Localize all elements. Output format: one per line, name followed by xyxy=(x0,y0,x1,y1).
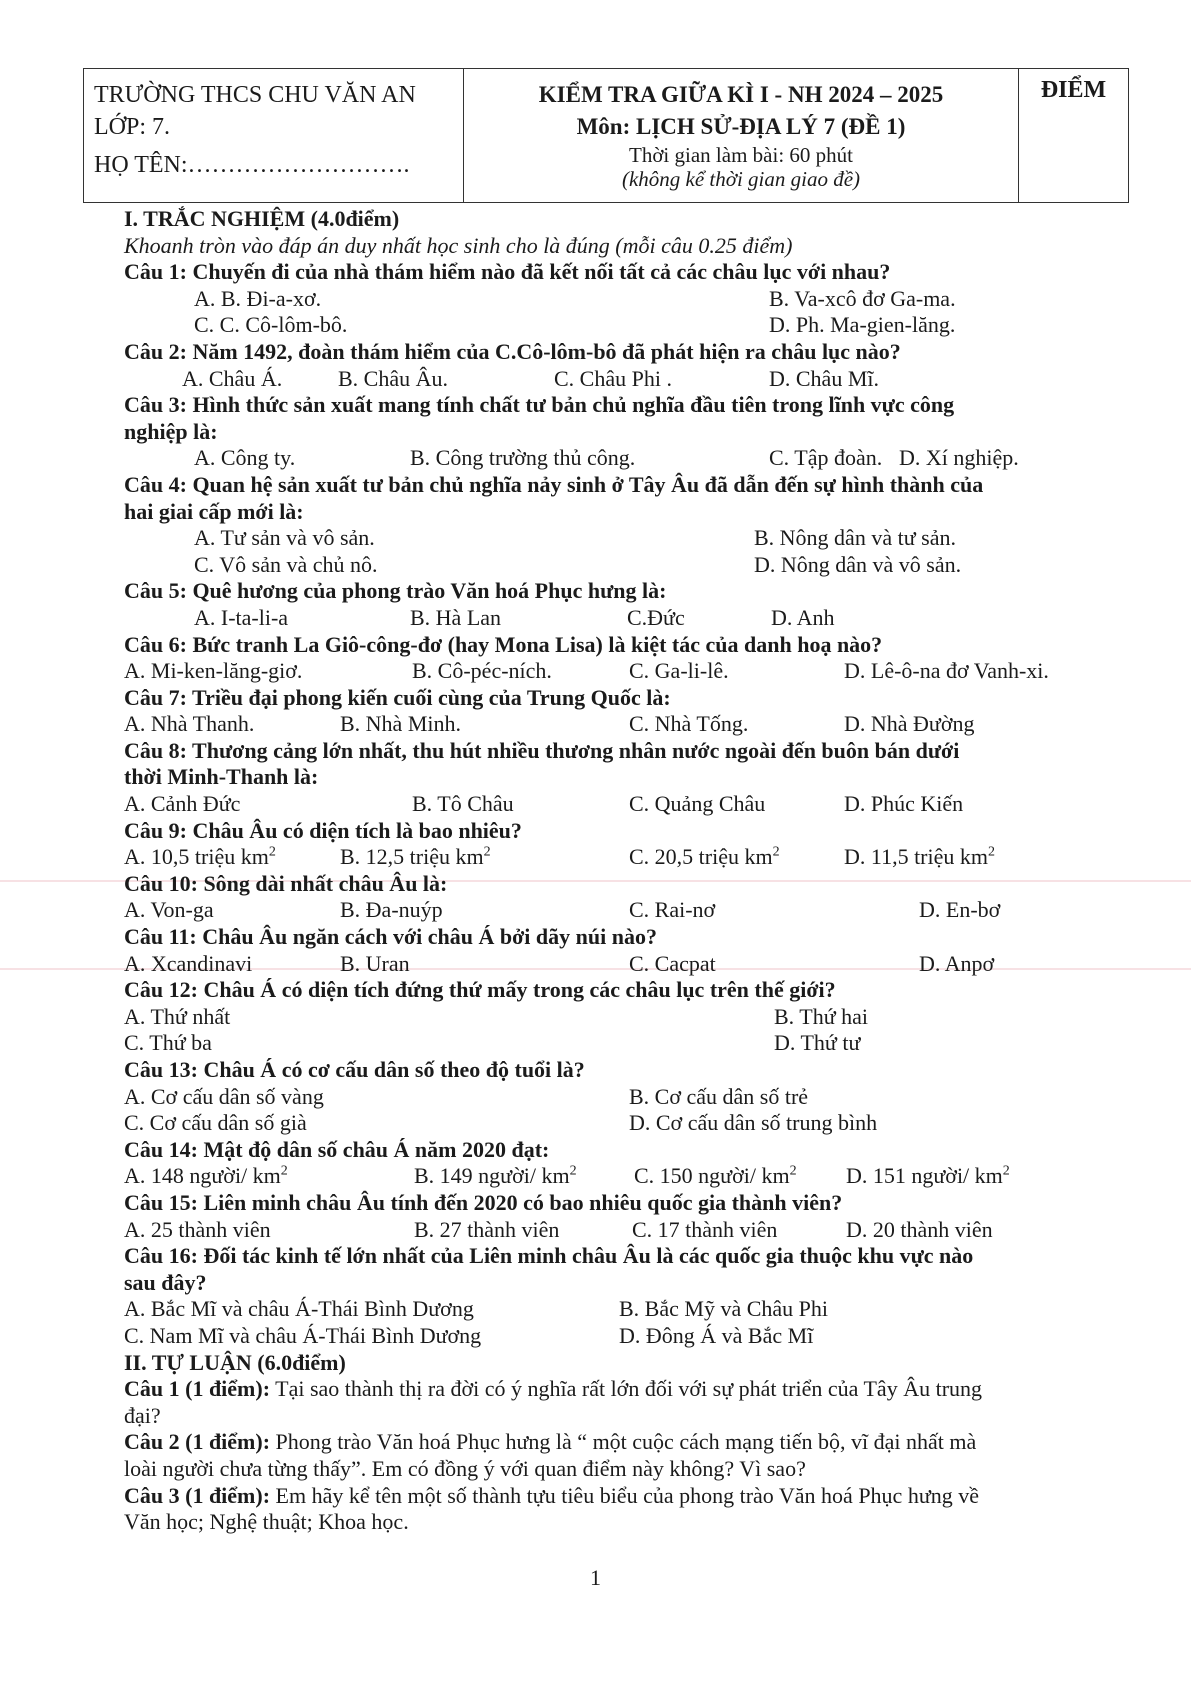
option-a: A. Von-ga xyxy=(124,897,214,923)
option-d: D. Thứ tư xyxy=(774,1030,861,1056)
answer-row xyxy=(124,897,1154,924)
option-d: D. Xí nghiệp. xyxy=(899,445,1019,471)
question-4-cont: hai giai cấp mới là: xyxy=(124,498,304,524)
answer-row xyxy=(124,525,1154,552)
answer-row xyxy=(124,366,1154,393)
option-d: D. Nông dân và vô sản. xyxy=(754,551,962,577)
option-a: A. Thứ nhất xyxy=(124,1003,231,1029)
option-b: B. Công trường thủ công. xyxy=(410,445,636,471)
score-box xyxy=(1019,69,1128,202)
answer-row xyxy=(124,1004,1154,1031)
option-a: A. Cảnh Đức xyxy=(124,791,241,817)
essay-question-2-cont: loài người chưa từng thấy”. Em có đồng ý với quan điểm này không? Vì sao? xyxy=(124,1455,806,1481)
essay-question-1-cont: đại? xyxy=(124,1402,161,1428)
answer-row xyxy=(124,605,1154,632)
answer-row xyxy=(124,1030,1154,1057)
class-label: LỚP: 7. xyxy=(94,114,171,140)
answer-row xyxy=(124,1323,1154,1350)
option-d: D. Phúc Kiến xyxy=(844,791,964,817)
option-c: C. Vô sản và chủ nô. xyxy=(194,551,378,577)
answer-row xyxy=(124,552,1154,579)
question-2: Câu 2: Năm 1492, đoàn thám hiểm của C.Cô-lôm-bô đã phát hiện ra châu lục nào? xyxy=(124,338,901,364)
question-15: Câu 15: Liên minh châu Âu tính đến 2020 có bao nhiêu quốc gia thành viên? xyxy=(124,1189,843,1215)
option-d: D. 20 thành viên xyxy=(846,1216,993,1242)
option-a: A. Mi-ken-lăng-giơ. xyxy=(124,658,303,684)
exam-info xyxy=(464,69,1019,202)
option-a: A. 148 người/ $km^2$ xyxy=(124,1163,288,1189)
option-a: A. Châu Á. xyxy=(182,365,283,391)
option-d: D. Châu Mĩ. xyxy=(769,365,879,391)
essay-question-2: Câu 2 (1 điểm): Phong trào Văn hoá Phục hưng là “ một cuộc cách mạng tiến bộ, vĩ đại nhất mà xyxy=(124,1429,977,1455)
option-d: D. Lê-ô-na đơ Vanh-xi. xyxy=(844,658,1049,684)
option-b: B. 12,5 triệu $km^2$ xyxy=(340,844,491,870)
question-16: Câu 16: Đối tác kinh tế lớn nhất của Liên minh châu Âu là các quốc gia thuộc khu vực nào xyxy=(124,1243,974,1269)
section-1-instruction: Khoanh tròn vào đáp án duy nhất học sinh cho là đúng (mỗi câu 0.25 điểm) xyxy=(124,232,793,258)
option-a: A. Bắc Mĩ và châu Á-Thái Bình Dương xyxy=(124,1296,474,1322)
option-b: B. Cô-péc-ních. xyxy=(412,658,552,684)
option-d: D. Anpơ xyxy=(919,950,995,976)
section-1-title: I. TRẮC NGHIỆM (4.0điểm) xyxy=(124,206,400,231)
exam-title: KIỂM TRA GIỮA KÌ I - NH 2024 – 2025 xyxy=(538,82,944,107)
option-c: C. Tập đoàn. xyxy=(769,445,883,471)
question-6: Câu 6: Bức tranh La Giô-công-đơ (hay Mona Lisa) là kiệt tác của danh hoạ nào? xyxy=(124,631,883,657)
answer-row xyxy=(124,791,1154,818)
option-d: D. Đông Á và Bắc Mĩ xyxy=(619,1322,814,1348)
option-d: D. 11,5 triệu $km^2$ xyxy=(844,844,995,870)
option-d: D. Anh xyxy=(771,604,835,630)
option-a: A. I-ta-li-a xyxy=(194,604,289,630)
answer-row xyxy=(124,844,1154,871)
school-name: TRƯỜNG THCS CHU VĂN AN xyxy=(94,82,416,108)
answer-row xyxy=(124,286,1154,313)
option-a: A. 25 thành viên xyxy=(124,1216,271,1242)
option-b: B. Đa-nuýp xyxy=(340,897,443,923)
option-a: A. Xcandinavi xyxy=(124,950,253,976)
question-1: Câu 1: Chuyến đi của nhà thám hiểm nào đã kết nối tất cả các châu lục với nhau? xyxy=(124,259,891,285)
question-13: Câu 13: Châu Á có cơ cấu dân số theo độ tuổi là? xyxy=(124,1057,585,1082)
option-b: B. Nhà Minh. xyxy=(340,711,461,737)
answer-row xyxy=(124,1163,1154,1190)
exam-time: Thời gian làm bài: 60 phút xyxy=(629,143,853,167)
essay-question-1: Câu 1 (1 điểm): Tại sao thành thị ra đời có ý nghĩa rất lớn đối với sự phát triển của Tây Âu trung xyxy=(124,1376,983,1402)
question-3: Câu 3: Hình thức sản xuất mang tính chất tư bản chủ nghĩa đầu tiên trong lĩnh vực công xyxy=(124,392,955,418)
option-c: C. Ga-li-lê. xyxy=(629,658,729,684)
question-8-cont: thời Minh-Thanh là: xyxy=(124,764,319,790)
option-c: C. Nam Mĩ và châu Á-Thái Bình Dương xyxy=(124,1322,482,1348)
answer-row xyxy=(124,1217,1154,1244)
student-info xyxy=(84,69,464,202)
option-b: B. 27 thành viên xyxy=(414,1216,560,1242)
question-3-cont: nghiệp là: xyxy=(124,418,218,444)
essay-question-3: Câu 3 (1 điểm): Em hãy kể tên một số thành tựu tiêu biểu của phong trào Văn hoá Phục hưng về xyxy=(124,1482,980,1508)
answer-row xyxy=(124,1110,1154,1137)
option-c: C. 150 người/ $km^2$ xyxy=(634,1163,797,1189)
option-b: B. Va-xcô đơ Ga-ma. xyxy=(769,285,956,311)
option-b: B. Hà Lan xyxy=(410,604,502,630)
option-b: B. Châu Âu. xyxy=(338,365,448,391)
option-a: A. Cơ cấu dân số vàng xyxy=(124,1083,324,1109)
answer-row xyxy=(124,658,1154,685)
answer-row xyxy=(124,951,1154,978)
answer-row xyxy=(124,445,1154,472)
option-a: A. B. Đi-a-xơ. xyxy=(194,285,322,311)
option-c: C. Rai-nơ xyxy=(629,897,716,923)
answer-row xyxy=(124,1296,1154,1323)
option-a: A. Tư sản và vô sản. xyxy=(194,525,375,551)
option-d: D. Ph. Ma-gien-lăng. xyxy=(769,312,956,338)
question-10: Câu 10: Sông dài nhất châu Âu là: xyxy=(124,870,448,896)
exam-body xyxy=(124,206,1154,1536)
option-a: A. Công ty. xyxy=(194,445,296,471)
option-c: C. Thứ ba xyxy=(124,1030,212,1056)
question-9: Câu 9: Châu Âu có diện tích là bao nhiêu? xyxy=(124,817,522,843)
question-11: Câu 11: Châu Âu ngăn cách với châu Á bởi dãy núi nào? xyxy=(124,924,657,950)
essay-question-3-cont: Văn học; Nghệ thuật; Khoa học. xyxy=(124,1509,409,1535)
option-d: D. Cơ cấu dân số trung bình xyxy=(629,1110,878,1136)
option-c: C. 20,5 triệu $km^2$ xyxy=(629,844,780,870)
answer-row xyxy=(124,312,1154,339)
question-7: Câu 7: Triều đại phong kiến cuối cùng của Trung Quốc là: xyxy=(124,684,671,710)
question-14: Câu 14: Mật độ dân số châu Á năm 2020 đạt: xyxy=(124,1136,550,1162)
question-8: Câu 8: Thương cảng lớn nhất, thu hút nhiều thương nhân nước ngoài đến buôn bán dưới xyxy=(124,737,960,763)
answer-row xyxy=(124,1084,1154,1111)
option-b: B. Cơ cấu dân số trẻ xyxy=(629,1083,809,1109)
option-c: C. Châu Phi . xyxy=(554,365,672,391)
question-16-cont: sau đây? xyxy=(124,1269,207,1295)
option-a: A. 10,5 triệu $km^2$ xyxy=(124,844,276,870)
option-c: C. Cơ cấu dân số già xyxy=(124,1110,307,1136)
question-4: Câu 4: Quan hệ sản xuất tư bản chủ nghĩa nảy sinh ở Tây Âu đã dẫn đến sự hình thành của xyxy=(124,471,984,497)
score-label: ĐIỂM xyxy=(1040,77,1107,103)
option-b: B. Uran xyxy=(340,950,410,976)
question-12: Câu 12: Châu Á có diện tích đứng thứ mấy trong các châu lục trên thế giới? xyxy=(124,977,836,1003)
answer-row xyxy=(124,711,1154,738)
student-name-field: HỌ TÊN:………………………. xyxy=(94,152,410,178)
option-d: D. En-bơ xyxy=(919,897,1001,923)
option-c: C.Đức xyxy=(627,604,685,630)
option-b: B. Bắc Mỹ và Châu Phi xyxy=(619,1296,828,1322)
option-c: C. Quảng Châu xyxy=(629,791,766,817)
option-b: B. Nông dân và tư sản. xyxy=(754,525,956,551)
question-5: Câu 5: Quê hương của phong trào Văn hoá Phục hưng là: xyxy=(124,578,667,604)
option-b: B. Thứ hai xyxy=(774,1003,869,1029)
option-d: D. Nhà Đường xyxy=(844,711,975,737)
option-c: C. Nhà Tống. xyxy=(629,711,749,737)
option-c: C. C. Cô-lôm-bô. xyxy=(194,312,348,338)
option-a: A. Nhà Thanh. xyxy=(124,711,255,737)
option-c: C. 17 thành viên xyxy=(632,1216,778,1242)
page-number: 1 xyxy=(590,1565,601,1590)
option-c: C. Cacpat xyxy=(629,950,716,976)
option-d: D. 151 người/ $km^2$ xyxy=(846,1163,1010,1189)
exam-header xyxy=(83,68,1129,203)
section-2-title: II. TỰ LUẬN (6.0điểm) xyxy=(124,1349,346,1375)
option-b: B. Tô Châu xyxy=(412,791,514,817)
exam-time-note: (không kể thời gian giao đề) xyxy=(621,167,861,191)
exam-subject: Môn: LỊCH SỬ-ĐỊA LÝ 7 (ĐỀ 1) xyxy=(576,114,906,139)
option-b: B. 149 người/ $km^2$ xyxy=(414,1163,577,1189)
